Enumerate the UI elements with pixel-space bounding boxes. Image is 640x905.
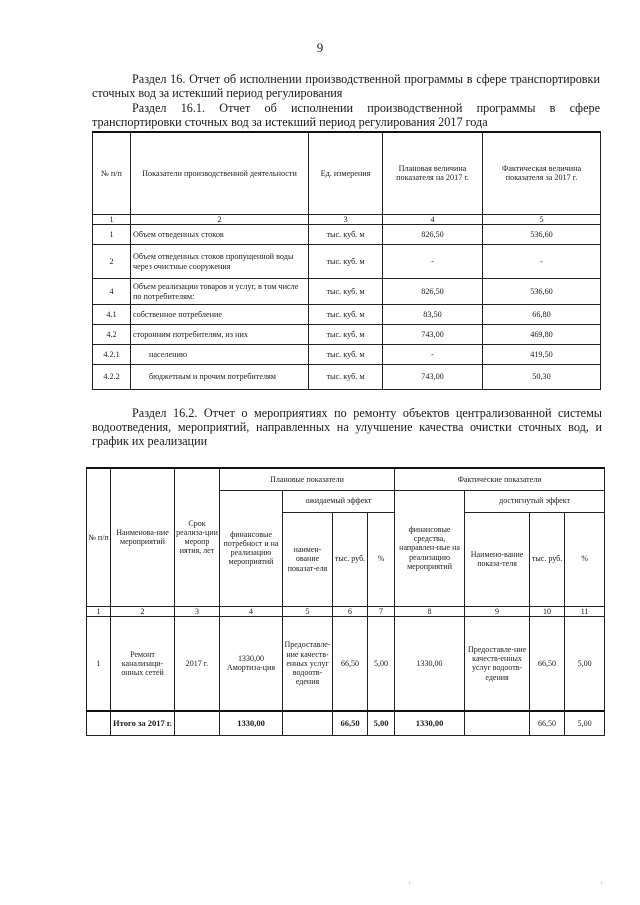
col-number: 8 — [395, 606, 465, 616]
col-header-fact-effect: достигнутый эффект — [465, 490, 605, 512]
row-unit: тыс. куб. м — [309, 225, 383, 245]
col-header-plan-finance: финансовые потребност и на реализацию мероприятий — [220, 490, 283, 606]
table-row — [93, 365, 601, 390]
row-num: 4.2.1 — [93, 345, 131, 365]
total-fact-finance: 1330,00 — [395, 711, 465, 735]
row-plan-indicator: Предоставле-ние качеств-енных услуг водоотв-едения — [283, 616, 333, 711]
total-plan-rub: 66,50 — [333, 711, 368, 735]
total-fact-rub: 66,50 — [530, 711, 565, 735]
row-fact: - — [483, 245, 601, 279]
col-header-num: № п/п — [93, 132, 131, 214]
col-header-plan: Плановая величина показателя на 2017 г. — [383, 132, 483, 214]
col-header-plan: Плановые показатели — [220, 468, 395, 490]
row-num: 4.2.2 — [93, 365, 131, 390]
row-fact-finance: 1330,00 — [395, 616, 465, 711]
table-row — [93, 305, 601, 325]
row-unit: тыс. куб. м — [309, 305, 383, 325]
table-row — [87, 616, 605, 711]
row-name: бюджетным и прочим потребителям — [131, 365, 309, 390]
col-header-num: № п/п — [87, 468, 111, 606]
production-table — [92, 131, 601, 390]
row-plan: 83,50 — [383, 305, 483, 325]
col-number: 9 — [465, 606, 530, 616]
row-num: 1 — [93, 225, 131, 245]
row-fact: 469,80 — [483, 325, 601, 345]
scan-speck: · — [408, 878, 411, 888]
total-plan-finance: 1330,00 — [220, 711, 283, 735]
total-label: Итого за 2017 г. — [111, 711, 175, 735]
row-name: Объем отведенных стоков пропущенной воды через очистные сооружения — [131, 245, 309, 279]
page-number: 9 — [316, 40, 324, 55]
row-unit: тыс. куб. м — [309, 365, 383, 390]
row-name: собственное потребление — [131, 305, 309, 325]
col-number: 4 — [383, 214, 483, 225]
section-16-2-heading: Раздел 16.2. Отчет о мероприятиях по ремонту объектов централизованной системы водоотведения, мероприятий, направленных на улучшение качества очистки сточных вод, и график их реализации — [92, 406, 602, 448]
col-number: 5 — [483, 214, 601, 225]
section-16-heading: Раздел 16. Отчет об исполнении производственной программы в сфере транспортировки сточных вод за истекший период регулирования — [92, 72, 600, 100]
row-unit: тыс. куб. м — [309, 279, 383, 305]
row-fact: 536,60 — [483, 225, 601, 245]
col-number: 2 — [131, 214, 309, 225]
col-header-fact: Фактические показатели — [395, 468, 605, 490]
measures-table — [86, 467, 605, 736]
col-header-fact-finance: финансовые средства, направлен-ные на реализацию мероприятий — [395, 490, 465, 606]
row-num: 1 — [87, 616, 111, 711]
col-header-plan-effect: ожидаемый эффект — [283, 490, 395, 512]
col-number: 6 — [333, 606, 368, 616]
row-plan-rub: 66,50 — [333, 616, 368, 711]
row-num: 2 — [93, 245, 131, 279]
table-row — [93, 345, 601, 365]
table-row — [93, 325, 601, 345]
col-number: 11 — [565, 606, 605, 616]
col-header-fact-pct: % — [565, 512, 605, 606]
table-row — [93, 245, 601, 279]
row-measure: Ремонт канализаци-онных сетей — [111, 616, 175, 711]
col-number: 3 — [175, 606, 220, 616]
col-number: 10 — [530, 606, 565, 616]
row-name: сторонним потребителям, из них — [131, 325, 309, 345]
row-num: 4 — [93, 279, 131, 305]
col-number: 5 — [283, 606, 333, 616]
total-fact-pct: 5,00 — [565, 711, 605, 735]
col-number: 3 — [309, 214, 383, 225]
row-plan: 826,50 — [383, 279, 483, 305]
row-fact: 536,60 — [483, 279, 601, 305]
section-16-1-heading: Раздел 16.1. Отчет об исполнении производственной программы в сфере транспортировки сточных вод за истекший период регулирования 2017 года — [92, 101, 600, 129]
row-unit: тыс. куб. м — [309, 345, 383, 365]
row-fact: 419,50 — [483, 345, 601, 365]
col-number: 1 — [87, 606, 111, 616]
row-name: Объем реализации товаров и услуг, в том числе по потребителям: — [131, 279, 309, 305]
col-header-term: Срок реализа-ции меропр иятия, лет — [175, 468, 220, 606]
col-header-fact: Фактическая величина показателя за 2017 г. — [483, 132, 601, 214]
row-plan-finance: 1330,00 Амортиза-ция — [220, 616, 283, 711]
row-num: 4.1 — [93, 305, 131, 325]
table-row — [93, 279, 601, 305]
row-plan: - — [383, 245, 483, 279]
row-num: 4.2 — [93, 325, 131, 345]
row-name: населению — [131, 345, 309, 365]
row-plan: 826,50 — [383, 225, 483, 245]
scan-speck: · — [600, 878, 603, 888]
row-term: 2017 г. — [175, 616, 220, 711]
row-plan-pct: 5,00 — [368, 616, 395, 711]
col-header-unit: Ед. измерения — [309, 132, 383, 214]
col-header-fact-indicator: Наимено-вание показа-теля — [465, 512, 530, 606]
col-number: 4 — [220, 606, 283, 616]
row-plan: 743,00 — [383, 325, 483, 345]
col-number: 7 — [368, 606, 395, 616]
col-number: 2 — [111, 606, 175, 616]
row-fact-indicator: Предоставле-ние качеств-енных услуг водоотв-едения — [465, 616, 530, 711]
row-unit: тыс. куб. м — [309, 325, 383, 345]
row-plan: 743,00 — [383, 365, 483, 390]
row-plan: - — [383, 345, 483, 365]
table-row — [93, 225, 601, 245]
col-header-indicator: Показатели производственной деятельности — [131, 132, 309, 214]
total-row — [87, 711, 605, 735]
row-fact-rub: 66,50 — [530, 616, 565, 711]
col-header-plan-pct: % — [368, 512, 395, 606]
row-name: Объем отведенных стоков — [131, 225, 309, 245]
row-fact-pct: 5,00 — [565, 616, 605, 711]
col-header-fact-rub: тыс. руб. — [530, 512, 565, 606]
row-fact: 66,80 — [483, 305, 601, 325]
col-header-measure: Наименова-ние мероприятий — [111, 468, 175, 606]
row-unit: тыс. куб. м — [309, 245, 383, 279]
total-plan-pct: 5,00 — [368, 711, 395, 735]
col-number: 1 — [93, 214, 131, 225]
col-header-plan-indicator: наимен-ование показат-еля — [283, 512, 333, 606]
row-fact: 50,30 — [483, 365, 601, 390]
col-header-plan-rub: тыс. руб. — [333, 512, 368, 606]
